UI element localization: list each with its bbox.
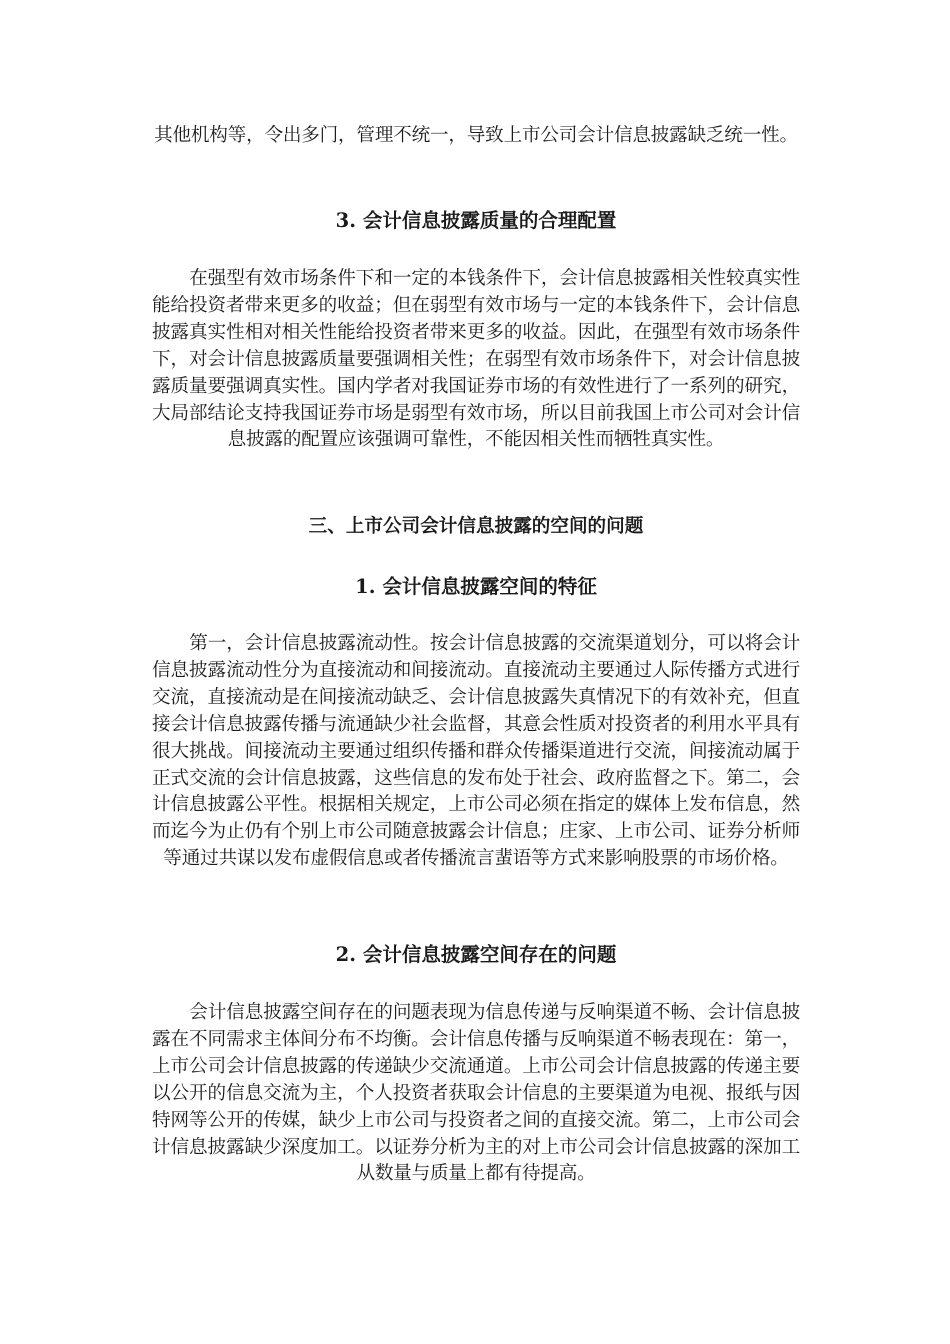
paragraph-section-3-2: 会计信息披露空间存在的问题表现为信息传递与反响渠道不畅、会计信息披露在不同需求主体间分布不均衡。会计信息传播与反响渠道不畅表现在：第一，上市公司会计信息披露的传递缺少交流通道。上市公司会计信息披露的传递主要以公开的信息交流为主，个人投资者获取会计信息的主要渠道为电视、报纸与因特网等公开的传媒，缺少上市公司与投资者之间的直接交流。第二，上市公司会计信息披露缺少深度加工。以证券分析为主的对上市公司会计信息披露的深加工从数量与质量上都有待提高。 (152, 1002, 800, 1185)
paragraph-section-2-3: 在强型有效市场条件下和一定的本钱条件下，会计信息披露相关性较真实性能给投资者带来更多的收益；但在弱型有效市场与一定的本钱条件下，会计信息披露真实性相对相关性能给投资者带来更多的收益。因此，在强型有效市场条件下，对会计信息披露质量要强调相关性；在弱型有效市场条件下，对会计信息披露质量要强调真实性。国内学者对我国证券市场的有效性进行了一系列的研究，大局部结论支持我国证券市场是弱型有效市场，所以目前我国上市公司对会计信息披露的配置应该强调可靠性，不能因相关性而牺牲真实性。 (152, 268, 800, 451)
continuation-paragraph: 其他机构等，令出多门，管理不统一，导致上市公司会计信息披露缺乏统一性。 (154, 125, 798, 146)
heading-section-3-2: 2. 会计信息披露空间存在的问题 (335, 943, 617, 966)
heading-part-3: 三、上市公司会计信息披露的空间的问题 (308, 516, 644, 537)
paragraph-section-3-1: 第一，会计信息披露流动性。按会计信息披露的交流渠道划分，可以将会计信息披露流动性分为直接流动和间接流动。直接流动主要通过人际传播方式进行交流，直接流动是在间接流动缺乏、会计信息披露失真情况下的有效补充，但直接会计信息披露传播与流通缺少社会监督，其意会性质对投资者的利用水平具有很大挑战。间接流动主要通过组织传播和群众传播渠道进行交流，间接流动属于正式交流的会计信息披露，这些信息的发布处于社会、政府监督之下。第二，会计信息披露公平性。根据相关规定，上市公司必须在指定的媒体上发布信息，然而迄今为止仍有个别上市公司随意披露会计信息；庄家、上市公司、证券分析师等通过共谋以发布虚假信息或者传播流言蜚语等方式来影响股票的市场价格。 (152, 633, 800, 870)
heading-section-2-3: 3. 会计信息披露质量的合理配置 (335, 209, 617, 232)
heading-section-3-1: 1. 会计信息披露空间的特征 (355, 575, 597, 598)
